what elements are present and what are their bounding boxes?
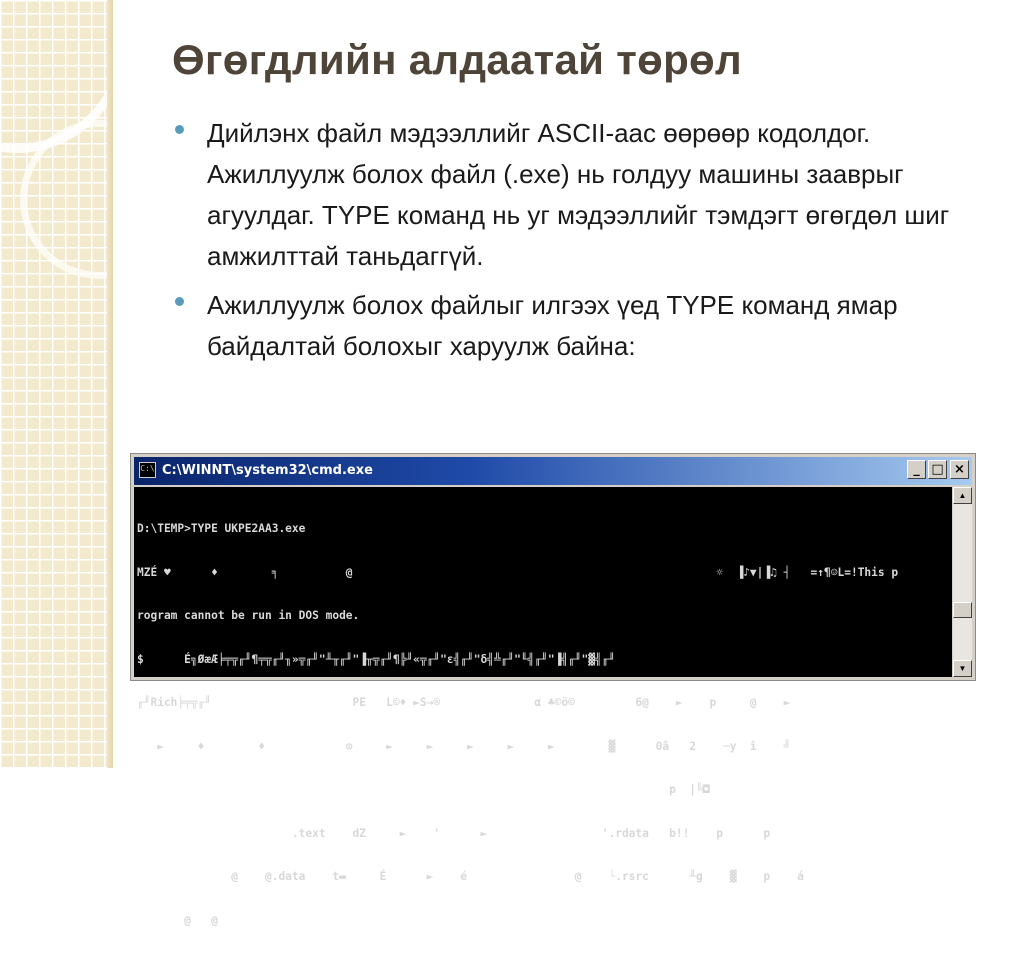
console-line: $ É╗ØæÆ╞╤╦╓╜¶╤╦╓╜╖»╦╓╜"╨╥╓╜"▐╥╦╓╜¶╠╜«╦╓╜"ε╣╓╜"δ╣╩╓╜"╙╣╓╜"▐╣╓╜"▓╣╓╜ [137, 652, 616, 666]
vertical-scrollbar[interactable] [953, 487, 972, 677]
decorative-side-band [0, 0, 113, 768]
console-line: @ @ [137, 913, 218, 927]
console-line: D:\TEMP>TYPE UKPE2AA3.exe [137, 522, 306, 535]
close-button[interactable]: × [950, 460, 969, 479]
bullet-text: Ажиллуулж болох файлыг илгээх үед TYPE команд ямар байдалтай болохыг харуулж байна: [207, 290, 898, 361]
scroll-down-arrow-icon[interactable]: ▼ [953, 660, 972, 677]
scrollbar-thumb[interactable] [953, 602, 972, 618]
minimize-button[interactable]: _ [907, 460, 926, 479]
scroll-up-arrow-icon[interactable]: ▲ [953, 487, 972, 504]
bullet-list [175, 113, 1005, 375]
cmd-app-icon[interactable]: C:\ [139, 462, 156, 478]
console-line: @ @.data t▬ É ► é @ └.rsrc ╨g ▓ p á [137, 870, 804, 883]
maximize-button[interactable]: □ [928, 460, 947, 479]
cmd-window [130, 453, 976, 927]
console-line: ╓╜Rich╞╤╦╓╜ PE L©♦ ►S→® α ♣©ö© 6@ ► p @ ► [137, 696, 791, 709]
console-line: .text dZ ► ' ► '.rdata b!! p p [137, 826, 771, 840]
slide-title: Өгөгдлийн алдаатай төрөл [172, 36, 742, 83]
decorative-ring [20, 120, 179, 279]
console-line: rogram cannot be run in DOS mode. [137, 609, 360, 622]
bullet-item [175, 285, 1005, 367]
console-line: MZÉ ♥ ♦ ╕ @ ☼ ▐♪▼|▐♫ ┤ =↑¶☺L=!This p [137, 565, 899, 579]
bullet-item [175, 113, 1005, 277]
window-title: C:\WINNT\system32\cmd.exe [162, 463, 373, 478]
bullet-text: Дийлэнх файл мэдээллийг ASCII-аас өөрөөр кодолдог. Ажиллуулж болох файл (.exe) нь голдуу машины зааврыг агуулдаг. TYPE команд нь уг мэдээллийг тэмдэгт өгөгдөл шиг амжилттай таньдаггүй. [207, 118, 950, 271]
bullet-dot-icon [175, 297, 184, 306]
window-titlebar[interactable] [134, 457, 972, 485]
bullet-dot-icon [175, 125, 184, 134]
console-line: p |╚◘ [137, 783, 710, 796]
console-output[interactable] [134, 487, 952, 927]
console-line: ► ♦ ♦ ⊙ ► ► ► ► ► ▓ 0â 2 ─y î ╝ [137, 739, 791, 753]
